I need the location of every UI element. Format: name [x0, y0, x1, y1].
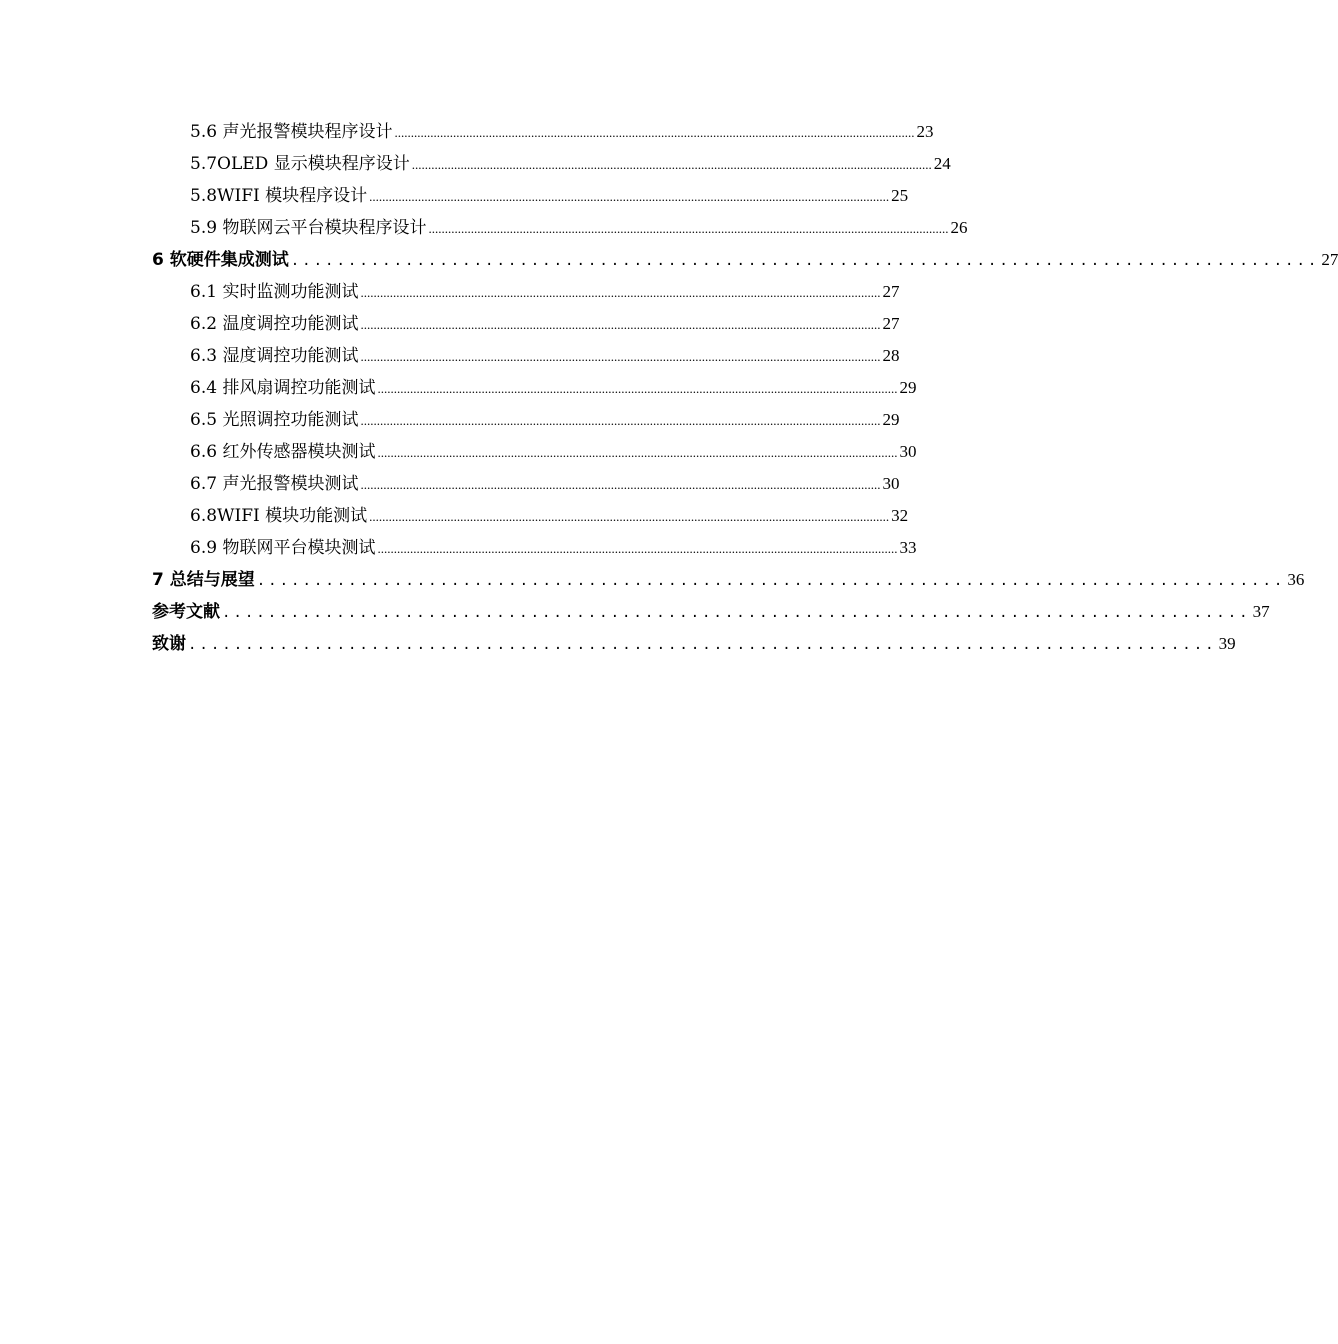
toc-dot-leader: ................................................................................................................................................................	[360, 317, 881, 332]
toc-page-number: 29	[882, 410, 900, 429]
toc-entry-6-2[interactable]	[152, 308, 900, 340]
toc-page-number: 36	[1287, 570, 1305, 589]
toc-entry-chapter-6[interactable]	[152, 244, 1338, 276]
toc-dot-leader: ................................................................................................................................................................	[360, 349, 881, 364]
toc-entry-title: 5.6 声光报警模块程序设计	[190, 122, 393, 142]
toc-entry-title: 6.7 声光报警模块测试	[190, 474, 359, 494]
toc-entry-title: 6.6 红外传感器模块测试	[190, 442, 376, 462]
toc-entry-title: 参考文献	[152, 602, 220, 622]
toc-page-number: 27	[882, 282, 900, 301]
toc-entry-6-1[interactable]	[152, 276, 900, 308]
toc-dot-leader: ................................................................................................................................................................	[394, 125, 915, 140]
toc-dot-leader: ................................................................................................................................................................	[369, 189, 890, 204]
toc-page-number: 37	[1252, 602, 1270, 621]
toc-dot-leader: ..........................................................................................	[222, 605, 1251, 621]
toc-dot-leader: ................................................................................................................................................................	[369, 509, 890, 524]
toc-dot-leader: ..........................................................................................	[290, 253, 1320, 269]
toc-entry-acknowledgements[interactable]	[152, 628, 1236, 660]
toc-entry-title: 6.4 排风扇调控功能测试	[190, 378, 376, 398]
toc-page-number: 27	[1321, 250, 1338, 269]
toc-entry-title: 5.7OLED 显示模块程序设计	[190, 154, 410, 174]
toc-entry-title: 6.9 物联网平台模块测试	[190, 538, 376, 558]
toc-entry-6-8[interactable]	[152, 500, 909, 532]
toc-entry-6-5[interactable]	[152, 404, 900, 436]
toc-dot-leader: ................................................................................................................................................................	[377, 541, 898, 556]
toc-entry-title: 6 软硬件集成测试	[152, 250, 289, 270]
toc-entry-title: 6.2 温度调控功能测试	[190, 314, 359, 334]
toc-page-number: 39	[1218, 634, 1236, 653]
toc-page-number: 27	[882, 314, 900, 333]
toc-entry-5-7[interactable]	[152, 148, 951, 180]
toc-page-number: 24	[933, 154, 951, 173]
toc-entry-5-9[interactable]	[152, 212, 968, 244]
toc-entry-references[interactable]	[152, 596, 1270, 628]
toc-entry-5-8[interactable]	[152, 180, 909, 212]
toc-dot-leader: ................................................................................................................................................................	[411, 157, 932, 172]
toc-page-number: 25	[891, 186, 909, 205]
toc-entry-6-3[interactable]	[152, 340, 900, 372]
toc-dot-leader: ................................................................................................................................................................	[360, 477, 881, 492]
toc-entry-title: 6.5 光照调控功能测试	[190, 410, 359, 430]
toc-page-number: 30	[899, 442, 917, 461]
toc-entry-title: 6.3 湿度调控功能测试	[190, 346, 359, 366]
toc-dot-leader: ................................................................................................................................................................	[360, 285, 881, 300]
toc-entry-6-7[interactable]	[152, 468, 900, 500]
toc-page-number: 29	[899, 378, 917, 397]
toc-page-number: 33	[899, 538, 917, 557]
toc-page-number: 32	[891, 506, 909, 525]
toc-entry-title: 致谢	[152, 634, 186, 654]
toc-entry-title: 6.8WIFI 模块功能测试	[190, 506, 368, 526]
toc-entry-6-4[interactable]	[152, 372, 917, 404]
toc-dot-leader: ................................................................................................................................................................	[428, 221, 949, 236]
toc-page-number: 30	[882, 474, 900, 493]
toc-entry-title: 5.8WIFI 模块程序设计	[190, 186, 368, 206]
toc-page-number: 23	[916, 122, 934, 141]
toc-entry-6-6[interactable]	[152, 436, 917, 468]
toc-entry-title: 7 总结与展望	[152, 570, 255, 590]
toc-page-number: 26	[950, 218, 968, 237]
toc-dot-leader: ..........................................................................................	[256, 573, 1286, 589]
table-of-contents	[152, 116, 1338, 660]
toc-entry-chapter-7[interactable]	[152, 564, 1305, 596]
toc-dot-leader: ................................................................................................................................................................	[360, 413, 881, 428]
toc-page-number: 28	[882, 346, 900, 365]
toc-entry-6-9[interactable]	[152, 532, 917, 564]
toc-entry-5-6[interactable]	[152, 116, 934, 148]
toc-entry-title: 6.1 实时监测功能测试	[190, 282, 359, 302]
toc-dot-leader: ..........................................................................................	[188, 637, 1217, 653]
toc-dot-leader: ................................................................................................................................................................	[377, 445, 898, 460]
toc-dot-leader: ................................................................................................................................................................	[377, 381, 898, 396]
toc-entry-title: 5.9 物联网云平台模块程序设计	[190, 218, 427, 238]
